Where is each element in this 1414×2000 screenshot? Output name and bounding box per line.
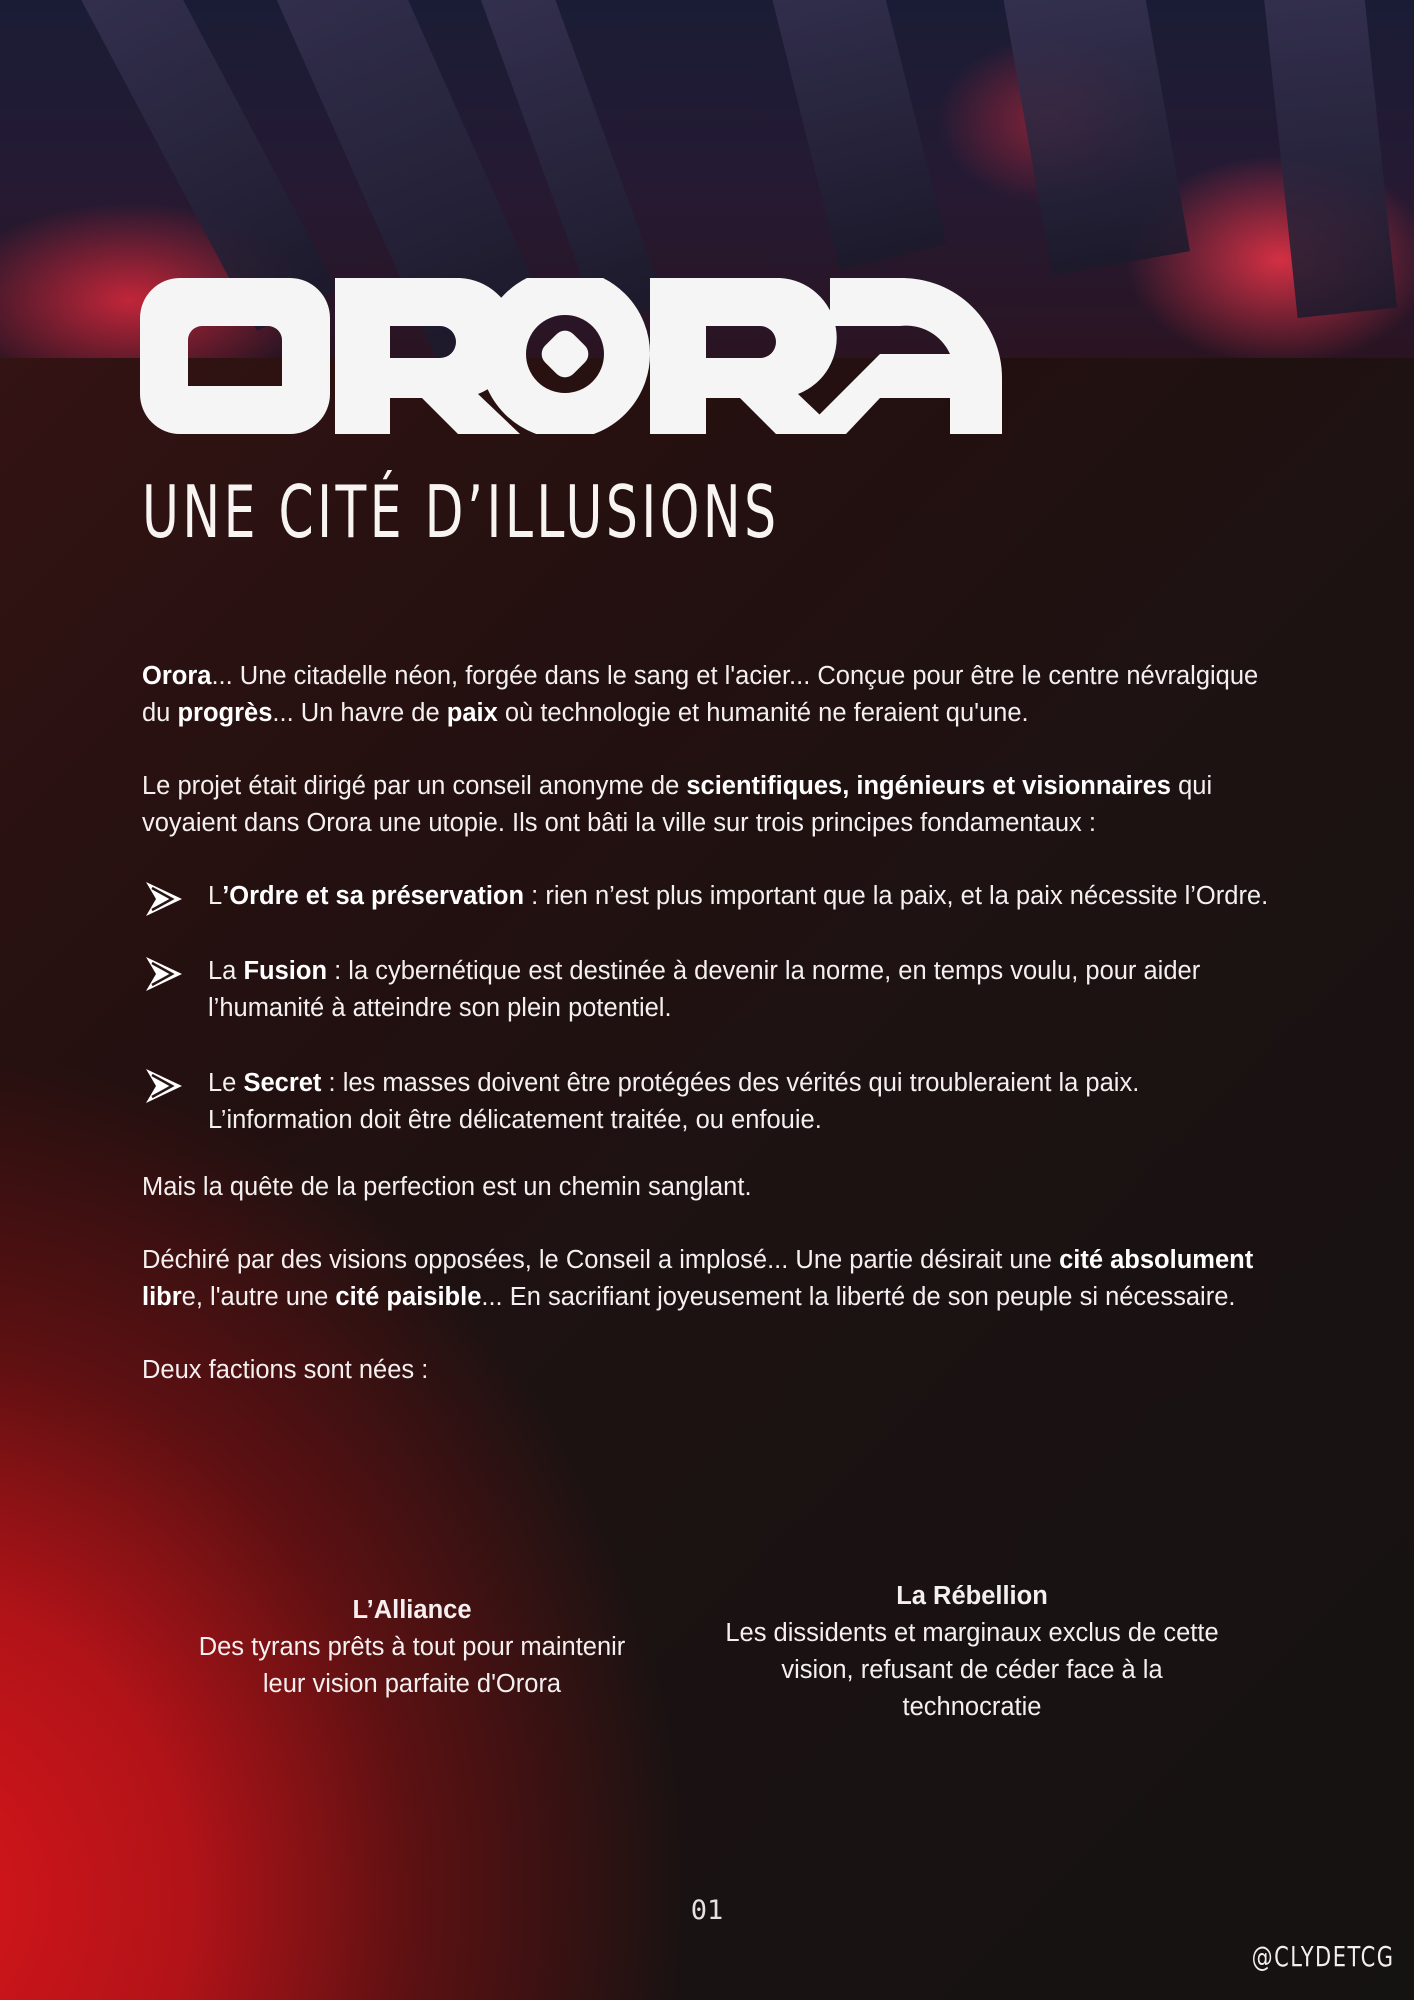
list-item: L’Ordre et sa préservation : rien n’est plus important que la paix, et la paix nécessite l’Ordre. xyxy=(142,878,1282,915)
chevron-arrow-icon xyxy=(146,1069,182,1103)
faction-description: Des tyrans prêts à tout pour maintenir leur vision parfaite d'Orora xyxy=(198,1633,626,1698)
chevron-arrow-icon xyxy=(146,882,182,916)
page-number: 01 xyxy=(690,1895,724,1926)
faction-title: La Rébellion xyxy=(896,1582,1048,1610)
faction-alliance xyxy=(182,1592,642,1703)
orora-logo xyxy=(140,278,1002,434)
page-subtitle: UNE CITÉ D’ILLUSIONS xyxy=(142,470,780,554)
hero-skyscraper xyxy=(1000,0,1190,275)
principles-list xyxy=(142,878,1282,1139)
list-item: Le Secret : les masses doivent être protégées des vérités qui troubleraient la paix. L’information doit être délicatement traitée, ou enfouie. xyxy=(142,1065,1282,1139)
perfection-paragraph: Mais la quête de la perfection est un chemin sanglant. xyxy=(142,1173,752,1201)
council-paragraph: Le projet était dirigé par un conseil anonyme de scientifiques, ingénieurs et visionnaires qui voyaient dans Orora une utopie. Ils ont bâti la ville sur trois principes fondamentaux : xyxy=(142,772,1213,837)
factions-intro: Deux factions sont nées : xyxy=(142,1356,429,1384)
faction-description: Les dissidents et marginaux exclus de cette vision, refusant de céder face à la technocratie xyxy=(725,1619,1219,1721)
chevron-arrow-icon xyxy=(146,957,182,991)
list-item: La Fusion : la cybernétique est destinée à devenir la norme, en temps voulu, pour aider l’humanité à atteindre son plein potentiel. xyxy=(142,953,1282,1027)
factions-section xyxy=(142,1578,1282,1738)
faction-title: L’Alliance xyxy=(352,1596,472,1624)
main-content xyxy=(142,658,1282,1425)
author-handle: @CLYDETCG xyxy=(1251,1940,1394,1973)
faction-rebellion xyxy=(722,1578,1222,1726)
intro-paragraph: Orora... Une citadelle néon, forgée dans le sang et l'acier... Conçue pour être le centre névralgique du progrès... Un havre de paix où technologie et humanité ne feraient qu'une. xyxy=(142,662,1259,727)
hero-skyscraper xyxy=(760,0,947,270)
hero-skyscraper xyxy=(1260,0,1397,318)
council-split-paragraph: Déchiré par des visions opposées, le Conseil a implosé... Une partie désirait une cité absolument libre, l'autre une cité paisible... En sacrifiant joyeusement la liberté de son peuple si nécessaire. xyxy=(142,1246,1254,1311)
